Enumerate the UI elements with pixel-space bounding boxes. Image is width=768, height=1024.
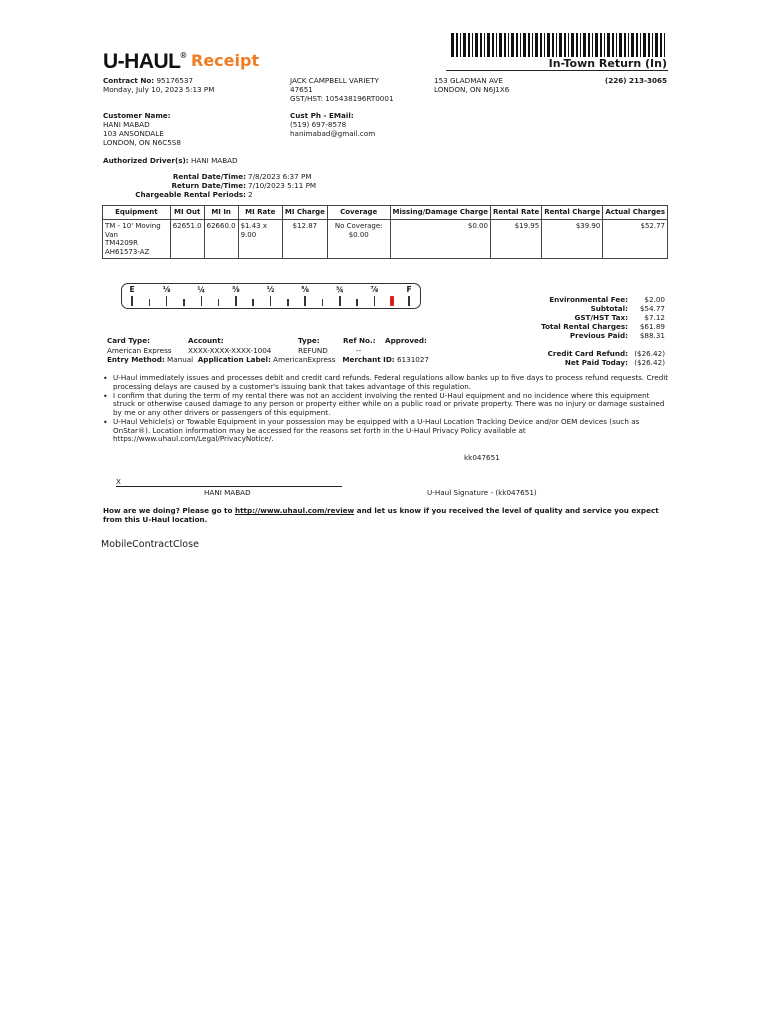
refund-label: Credit Card Refund: <box>547 349 628 358</box>
terms-item: • U-Haul immediately issues and processes debit and credit card refunds. Federal regulations allow banks up to five days to process refund requests. Credit processing delays are caused by a customer's issuing bank that takes advantage of this regulation. <box>103 374 669 392</box>
barcode-bar <box>544 33 545 57</box>
gauge-label: ¾ <box>335 285 344 294</box>
col-header: MI Rate <box>238 206 282 220</box>
gauge-label: F <box>406 285 412 294</box>
gauge-tick <box>356 299 358 306</box>
barcode-bar <box>547 33 550 57</box>
equipment-line: TM - 10' Moving <box>105 221 161 230</box>
col-header: Rental Charge <box>542 206 603 220</box>
barcode-bar <box>528 33 530 57</box>
barcode-bar <box>511 33 514 57</box>
gauge-label: ⅝ <box>301 285 310 294</box>
table-header-row <box>103 206 668 220</box>
barcode-bar <box>484 33 485 57</box>
col-header: Equipment <box>103 206 171 220</box>
card-type-value: American Express <box>107 346 172 355</box>
total-label: Previous Paid: <box>569 331 628 340</box>
barcode-bar <box>664 33 665 57</box>
net-paid-value: ($26.42) <box>634 358 665 367</box>
return-date-value: 7/10/2023 5:11 PM <box>248 181 317 190</box>
equipment-line: TM4209R <box>105 239 138 248</box>
app-label: Application Label: <box>197 355 271 364</box>
mi-rate-cell: $1.43 x 9.00 <box>238 219 282 258</box>
barcode-bar <box>463 33 466 57</box>
signature-line <box>116 486 342 487</box>
total-label: GST/HST Tax: <box>574 313 628 322</box>
customer-address2: LONDON, ON N6C5S8 <box>103 138 181 147</box>
rental-charge-cell: $39.90 <box>542 219 603 258</box>
barcode-bar <box>580 33 581 57</box>
customer-email: hanimabad@gmail.com <box>290 129 376 138</box>
barcode-bar <box>571 33 574 57</box>
account-label: Account: <box>188 336 224 345</box>
mi-in-cell: 62660.0 <box>204 219 238 258</box>
barcode-bar <box>616 33 617 57</box>
equipment-cell <box>103 219 171 258</box>
gauge-tick <box>408 296 410 306</box>
col-header: MI Out <box>170 206 204 220</box>
card-type-label: Card Type: <box>107 336 150 345</box>
mi-out-cell: 62651.0 <box>170 219 204 258</box>
total-label: Subtotal: <box>590 304 628 313</box>
contract-block <box>103 76 214 94</box>
barcode-bar <box>492 33 494 57</box>
barcode-bar <box>648 33 650 57</box>
equipment-line: Van <box>105 230 118 239</box>
coverage-line: $0.00 <box>348 230 369 239</box>
barcode-bar <box>600 33 602 57</box>
customer-label: Customer Name: <box>103 111 171 120</box>
drivers-value: HANI MABAD <box>190 156 238 165</box>
location-street: 153 GLADMAN AVE <box>434 76 503 85</box>
gauge-label: ¼ <box>197 285 206 294</box>
gauge-tick <box>339 296 341 306</box>
barcode-bar <box>532 33 533 57</box>
fuel-gauge <box>121 283 421 309</box>
contract-label: Contract No: <box>103 76 155 85</box>
barcode-bar <box>595 33 598 57</box>
table-row <box>103 219 668 258</box>
gauge-tick <box>235 296 237 306</box>
entry-line <box>107 355 429 364</box>
customer-block <box>103 111 181 147</box>
gauge-tick <box>374 296 376 306</box>
barcode-bar <box>583 33 586 57</box>
gauge-tick <box>252 299 254 306</box>
gauge-tick <box>287 299 289 306</box>
total-value: $54.77 <box>639 304 665 313</box>
gauge-tick <box>183 299 185 306</box>
barcode-bar <box>607 33 610 57</box>
barcode-bar <box>592 33 593 57</box>
gauge-label: E <box>129 285 135 294</box>
location-city: LONDON, ON N6J1X6 <box>434 85 510 94</box>
total-value: $2.00 <box>644 295 665 304</box>
mi-charge-cell: $12.87 <box>282 219 327 258</box>
review-link[interactable]: http://www.uhaul.com/review <box>234 506 355 515</box>
approved-label: Approved: <box>385 336 427 345</box>
contract-datetime: Monday, July 10, 2023 5:13 PM <box>103 85 215 94</box>
type-value: REFUND <box>298 346 328 355</box>
review-text-before: How are we doing? Please go to <box>103 506 233 515</box>
return-type: In-Town Return (In) <box>548 57 667 70</box>
rental-date-value: 7/8/2023 6:37 PM <box>248 172 312 181</box>
gauge-label: ⅞ <box>370 285 379 294</box>
gauge-label: ½ <box>266 285 275 294</box>
barcode-bar <box>540 33 542 57</box>
barcode-bar <box>480 33 482 57</box>
barcode-bar <box>487 33 490 57</box>
total-value: $61.89 <box>639 322 665 331</box>
barcode-bar <box>564 33 566 57</box>
gauge-tick <box>131 296 133 306</box>
gauge-label: ⅛ <box>162 285 171 294</box>
rental-rate-cell: $19.95 <box>490 219 541 258</box>
total-label: Environmental Fee: <box>549 295 628 304</box>
barcode-bar <box>472 33 473 57</box>
terms-item: • U-Haul Vehicle(s) or Towable Equipment in your possession may be equipped with a U-Haul Location Tracking Device and/or OEM devices (such as OnStar®). Location information may be accessed for the reasons set forth in the U-Haul Privacy Policy available at https://www.uhaul.com/Legal/PrivacyNotice/. <box>103 418 669 444</box>
terms-list <box>103 374 669 444</box>
coverage-line: No Coverage: <box>334 221 383 230</box>
barcode-bar <box>568 33 569 57</box>
barcode-bar <box>631 33 634 57</box>
app-value: AmericanExpress <box>273 355 336 364</box>
barcode-bar <box>660 33 662 57</box>
damage-cell: $0.00 <box>390 219 490 258</box>
col-header: MI Charge <box>282 206 327 220</box>
contact-label: Cust Ph - EMail: <box>290 111 354 120</box>
drivers-label: Authorized Driver(s): <box>103 156 189 165</box>
barcode-bar <box>576 33 578 57</box>
barcode-bar <box>612 33 614 57</box>
terms-item: • I confirm that during the term of my rental there was not an accident involving the rented U-Haul equipment and no incidence where this equipment struck or otherwise caused damage to any person or property either while on a public road or private property. There was no injury or damage sustained by me or any other drivers or passengers of this equipment. <box>103 392 669 418</box>
barcode-bar <box>499 33 502 57</box>
col-header: Coverage <box>327 206 390 220</box>
signature-code: kk047651 <box>464 453 500 462</box>
equipment-table <box>102 205 668 259</box>
barcode <box>451 33 667 57</box>
barcode-bar <box>588 33 590 57</box>
refund-value: ($26.42) <box>634 349 665 358</box>
customer-contact <box>290 111 375 138</box>
entry-value: Manual <box>167 355 194 364</box>
periods-value: 2 <box>248 190 253 199</box>
barcode-bar <box>628 33 629 57</box>
barcode-bar <box>535 33 538 57</box>
customer-signature-name: HANI MABAD <box>204 488 251 497</box>
authorized-drivers <box>103 156 238 165</box>
total-value: $7.12 <box>644 313 665 322</box>
barcode-bar <box>559 33 562 57</box>
barcode-bar <box>496 33 497 57</box>
merchant-label: Merchant ID: <box>342 355 395 364</box>
gauge-tick <box>304 296 306 306</box>
customer-phone: (519) 697-8578 <box>290 120 347 129</box>
merchant-value: 6131027 <box>396 355 429 364</box>
ref-value: -- <box>356 346 362 355</box>
periods-label: Chargeable Rental Periods: <box>135 190 246 199</box>
barcode-bar <box>643 33 646 57</box>
location-address <box>434 76 509 94</box>
gauge-tick <box>218 299 220 306</box>
rental-date-label: Rental Date/Time: <box>172 172 246 181</box>
gauge-tick <box>270 296 272 306</box>
barcode-bar <box>652 33 653 57</box>
barcode-bar <box>456 33 458 57</box>
contract-number: 95176537 <box>156 76 194 85</box>
coverage-cell <box>327 219 390 258</box>
header-divider <box>446 70 668 71</box>
net-paid-label: Net Paid Today: <box>564 358 628 367</box>
receipt-title: Receipt <box>191 51 260 70</box>
barcode-bar <box>523 33 526 57</box>
location-gst: GST/HST: 105438196RT0001 <box>290 94 394 103</box>
customer-address1: 103 ANSONDALE <box>103 129 164 138</box>
account-value: XXXX-XXXX-XXXX-1004 <box>188 346 272 355</box>
barcode-bar <box>604 33 605 57</box>
total-value: $88.31 <box>639 331 665 340</box>
uhaul-logo: U-HAUL® <box>103 50 186 73</box>
actual-charges-cell: $52.77 <box>603 219 668 258</box>
barcode-bar <box>520 33 521 57</box>
entry-label: Entry Method: <box>107 355 165 364</box>
equipment-line: AH61573-AZ <box>105 248 150 256</box>
gauge-tick <box>201 296 203 306</box>
location-id: 47651 <box>290 85 313 94</box>
col-header: Actual Charges <box>603 206 668 220</box>
barcode-bar <box>552 33 554 57</box>
footer-text: MobileContractClose <box>101 539 199 550</box>
barcode-bar <box>516 33 518 57</box>
fuel-level-needle <box>390 296 394 306</box>
customer-name: HANI MABAD <box>103 120 150 129</box>
barcode-bar <box>655 33 658 57</box>
gauge-tick <box>322 299 324 306</box>
barcode-bar <box>504 33 506 57</box>
barcode-bar <box>640 33 641 57</box>
gauge-tick <box>166 296 168 306</box>
total-label: Total Rental Charges: <box>541 322 628 331</box>
barcode-bar <box>460 33 461 57</box>
location-name: JACK CAMPBELL VARIETY <box>290 76 379 85</box>
type-label: Type: <box>298 336 320 345</box>
uhaul-signature-label: U-Haul Signature - (kk047651) <box>427 488 537 497</box>
rental-values <box>248 172 316 199</box>
review-text-after: and let us know if you received the level of quality and service you expect from this U-Haul location. <box>103 506 659 524</box>
barcode-bar <box>451 33 454 57</box>
return-date-label: Return Date/Time: <box>171 181 246 190</box>
barcode-bar <box>556 33 557 57</box>
gauge-tick <box>149 299 151 306</box>
barcode-bar <box>624 33 626 57</box>
barcode-bar <box>468 33 470 57</box>
location-block <box>290 76 394 103</box>
barcode-bar <box>475 33 478 57</box>
col-header: Missing/Damage Charge <box>390 206 490 220</box>
col-header: Rental Rate <box>490 206 541 220</box>
barcode-bar <box>619 33 622 57</box>
review-message <box>103 506 663 524</box>
ref-label: Ref No.: <box>343 336 376 345</box>
rental-labels <box>100 172 246 199</box>
gauge-label: ⅜ <box>231 285 240 294</box>
col-header: MI In <box>204 206 238 220</box>
barcode-bar <box>508 33 509 57</box>
location-phone: (226) 213-3065 <box>604 76 667 85</box>
signature-x: X <box>116 477 121 486</box>
barcode-bar <box>636 33 638 57</box>
